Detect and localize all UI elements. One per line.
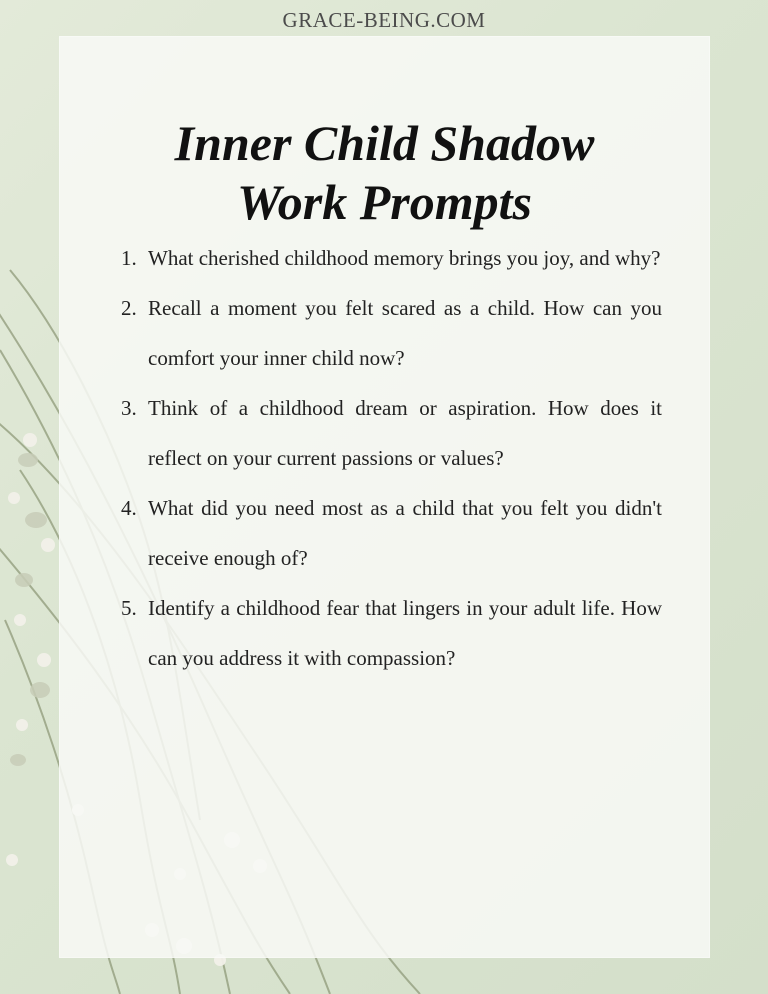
list-item: [121, 283, 662, 383]
flower-2: [8, 492, 20, 504]
site-label: GRACE-BEING.COM: [282, 8, 486, 32]
prompt-text: Think of a childhood dream or aspiration. How does it reflect on your current passions or values?: [148, 396, 662, 470]
prompt-text: Recall a moment you felt scared as a child. How can you comfort your inner child now?: [148, 296, 662, 370]
prompt-number: 1.: [121, 246, 137, 270]
list-item: [121, 233, 662, 283]
prompt-text: Identify a childhood fear that lingers in your adult life. How can you address it with compassion?: [148, 596, 662, 670]
prompt-number: 3.: [121, 396, 137, 420]
bud-4: [30, 682, 50, 698]
prompt-number: 2.: [121, 296, 137, 320]
flower-14: [6, 854, 18, 866]
bud-5: [10, 754, 26, 766]
prompt-number: 5.: [121, 596, 137, 620]
flower-5: [37, 653, 51, 667]
list-item: [121, 583, 662, 683]
flower-4: [14, 614, 26, 626]
flower-6: [16, 719, 28, 731]
page-title: [59, 114, 710, 232]
page-title-line-2: Work Prompts: [237, 173, 532, 230]
list-item: [121, 383, 662, 483]
prompt-text: What did you need most as a child that you felt you didn't receive enough of?: [148, 496, 662, 570]
prompt-list: [121, 233, 662, 683]
bud-1: [18, 453, 38, 467]
flower-3: [41, 538, 55, 552]
prompt-number: 4.: [121, 496, 137, 520]
bud-3: [15, 573, 33, 587]
prompt-text: What cherished childhood memory brings you joy, and why?: [148, 246, 661, 270]
flower-1: [23, 433, 37, 447]
page-title-line-1: Inner Child Shadow: [174, 114, 595, 171]
list-item: [121, 483, 662, 583]
bud-2: [25, 512, 47, 528]
prompt-card: [59, 36, 710, 958]
